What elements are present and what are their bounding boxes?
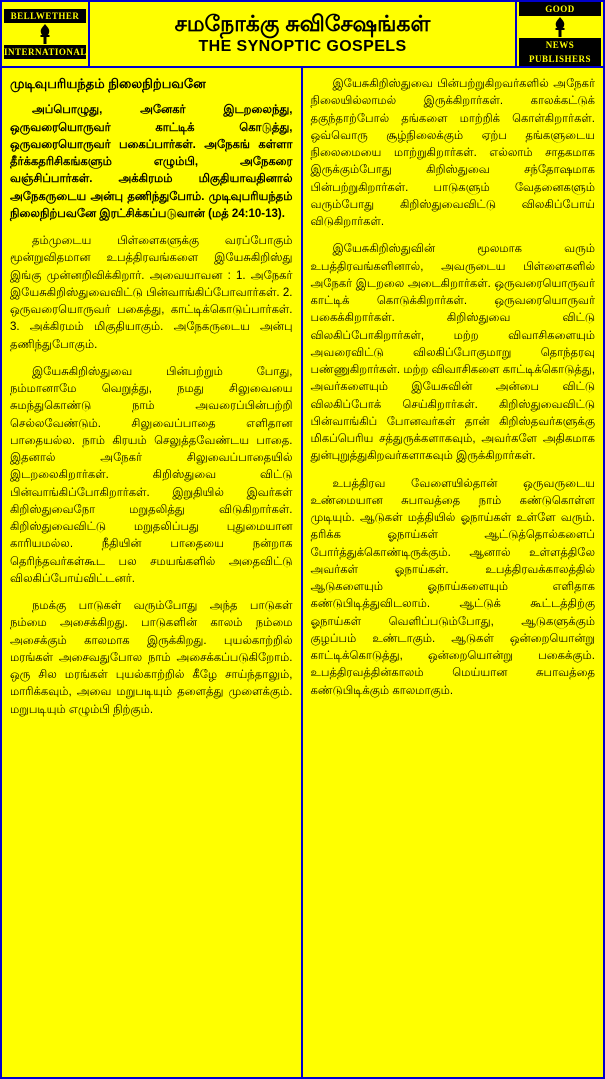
page-header (2, 2, 603, 68)
logo-left-line1: BELLWETHER (4, 9, 86, 23)
section-heading: முடிவுபரியந்தம் நிலைநிற்பவனே (10, 76, 206, 91)
torch-icon (519, 16, 601, 38)
publisher-logo-right (515, 2, 603, 66)
page-title-english: THE SYNOPTIC GOSPELS (198, 38, 407, 56)
logo-right-line3: PUBLISHERS (519, 52, 601, 66)
paragraph: இயேசுகிறிஸ்துவை பின்பற்றும் போது, நம்மானாமே வெறுத்து, நமது சிலுவையை சுமந்துகொண்டு நாம் அவரைப்பின்பற்றி செல்லவேண்டும். சிலுவைப்பாதை எளிதான பாதையல்ல. நாம் கிரயம் செலுத்தவேண்டய பாதை. இதனால் அநேகர் சிலுவைப்பாதையில் இடறலைகிறார்கள். கிறிஸ்துவை விட்டு பின்வாங்கிப்போகிறார்கள். இறுதியில் இவர்கள் கிறிஸ்துவைநோ மறுதலித்து விடுகிறார்கள். கிறிஸ்துவைவிட்டு மறுதலிப்பது புதுமையான காரியமல்ல. நீதியின் பாதையை நன்றாக தெரிந்தவர்கள்கூட பல சமயங்களில் அதைவிட்டு விலகிப்போய்விட்டனர். (10, 365, 293, 585)
paragraph: உபத்திரவ வேளையில்தான் ஒருவருடைய உண்மையான சுபாவத்தை நாம் கண்டுகொள்ள முடியும். ஆடுகள் மத்தியில் ஓநாய்கள் உள்ளே வரும். தரிக்க ஓநாய்கள் ஆட்டுத்தொல்களைப் போர்த்துக்கொண்டிருக்கும். ஆனால் உள்ளத்திலே அவர்கள் ஓநாய்கள். உபத்திரவக்காலத்தில் ஆடுகளையும் ஓநாய்களையும் எளிதாக கண்டுபிடித்துவிடலாம். ஆட்டுக் கூட்டத்திற்கு ஓநாய்கள் வெளிப்படும்போது, ஆடுகளுக்கும் குழப்பம் உண்டாகும். ஆடுகள் ஒன்றையொன்று காட்டிக்கொடுத்து, ஒன்றையொன்று பகைக்கும். உபத்திரவத்தின்காலம் மெய்யான சுபாவத்தை கண்டுபிடிக்கும் காலமாகும். (310, 477, 595, 697)
page-title-tamil: சமநோக்கு சுவிசேஷங்கள் (174, 10, 431, 36)
content-columns (2, 68, 603, 1077)
logo-right-line2: NEWS (519, 38, 601, 52)
torch-icon (4, 23, 86, 45)
paragraph: அப்பொழுது, அனேகர் இடறலைந்து, ஒருவரையொருவர் காட்டிக் கொடுத்து, ஒருவரையொருவர் பகைப்பார்கள். அநேகங் கள்ளா தீர்க்கதரிசிகங்களும் எழும்பி, அநேகரை வஞ்சிப்பார்கள். அக்கிரமம் மிகுதியாவதினால் அநேகருடைய அன்பு தணிந்துபோம். முடிவுபரியந்தம் நிலைநிற்பவனே இரட்சிக்கப்படுவான் (மத் 24:10-13). (10, 104, 293, 220)
left-column (2, 68, 303, 1077)
right-column (303, 68, 604, 1077)
paragraph: இயேசுகிறிஸ்துவை பின்பற்றுகிறவர்களில் அநேகர் நிலையில்லாமல் இருக்கிறார்கள். காலக்கட்டுக் தகுந்தாற்போல் தங்களை மாற்றிக் கொள்கிறார்கள். ஒவ்வொரு சூழ்நிலைக்கும் ஏற்ப தங்களுடைய நிலைமையை மாற்றுகிறார்கள். எல்லாம் சாதகமாக இருக்கும்போது கிறிஸ்துவை சந்தோஷமாக பின்பற்றுகிறார்கள். பாடுகளும் வேதனைகளும் வரும்போது கிறிஸ்துவைவிட்டு விலகிப்போய் விடுகிறார்கள். (310, 78, 595, 228)
publisher-logo-left (2, 2, 90, 66)
paragraph: இயேசுகிறிஸ்துவின் மூலமாக வரும் உபத்திரவங்களினால், அவருடைய பிள்ளைகளில் அநேகர் இடறலை அடைகிறார்கள். ஒருவரையொருவர் காட்டிக் கொடுக்கிறார்கள். ஒருவரையொருவர் பகைக்கிறார்கள். கிறிஸ்துவை விட்டு விலகிப்போகிறார்கள், மற்ற விவாசிகளையும் அவரைவிட்டு விலகிப்போகுமாறு தொந்தரவு பண்ணுகிறார்கள். மற்ற விவாசிகளை காட்டிக்கொடுத்து, அவர்களையும் இயேசுவின் அன்பை விட்டு விலகிப்போக் செய்கிறார்கள். கிறிஸ்துவைவிட்டு பின்வாங்கிப் போனவர்கள் தான் கிறிஸ்தவர்களுக்கு மிகப்பெரிய சத்துருக்களாகவும், அவர்களே அதிகமாக துன்புறுத்துகிறவர்களாகவும் இருக்கிறார்கள். (310, 243, 595, 463)
header-titles (90, 2, 515, 66)
paragraph: தம்முடைய பிள்ளைகளுக்கு வரப்போகும் மூன்றுவிதமான உபத்திரவங்களை இயேசுகிறிஸ்து இங்கு முன்னறிவிக்கிறார். அவையாவன : 1. அநேகர் இயேசுகிறிஸ்துவைவிட்டு பின்வாங்கிப்போவார்கள். 2. ஒருவரையொருவர் பகைத்து, காட்டிக்கொடுப்பார்கள். 3. அக்கிரமம் மிகுதியாகும். அநேகருடைய அன்பு தணிந்துபோகும். (10, 235, 293, 351)
logo-right-line1: GOOD (519, 2, 601, 16)
paragraph: நமக்கு பாடுகள் வரும்போது அந்த பாடுகள் நம்மை அசைக்கிறது. பாடுகளின் காலம் நம்மை அசைக்கும் காலமாக இருக்கிறது. புயல்காற்றில் மரங்கள் அசைவதுபோல நாம் அசைக்கப்படுகிறோம். ஒரு சில மரங்கள் புயல்காற்றில் கீழே சாய்ந்தாலும், மாரிக்கவும், அவை மறுபடியும் தளைத்து முளைக்கும். மறுபடியும் எழும்பி நிற்கும். (10, 600, 293, 716)
logo-left-line2: INTERNATIONAL (4, 47, 87, 57)
